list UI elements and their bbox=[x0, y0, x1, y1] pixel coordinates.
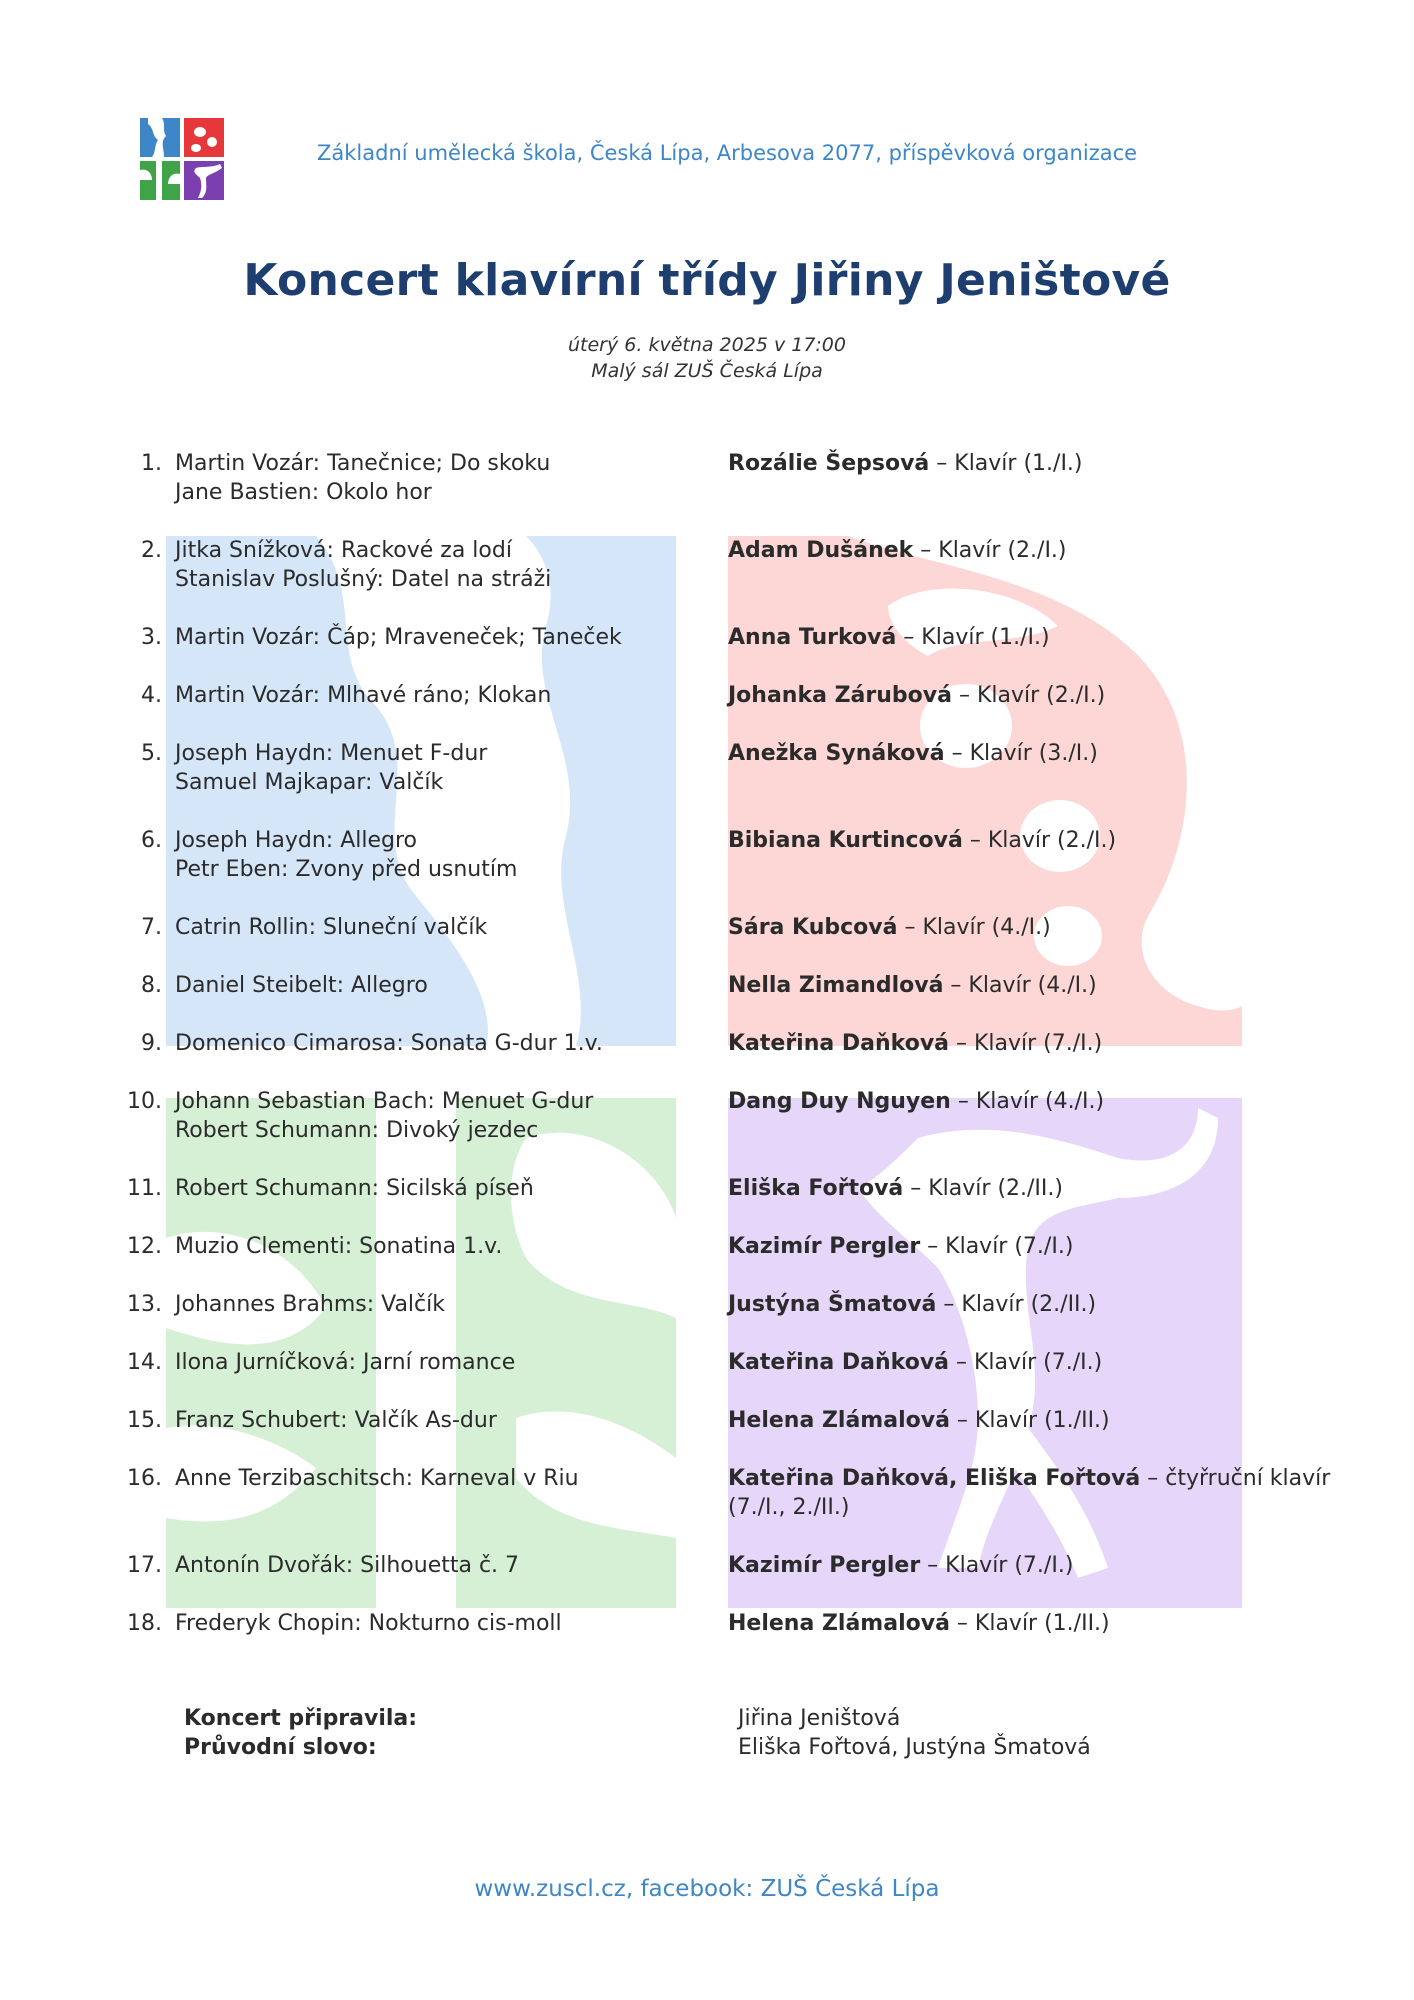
performer-name: Bibiana Kurtincová bbox=[728, 828, 963, 853]
piece-title: Jane Bastien: Okolo hor bbox=[175, 480, 432, 505]
piece-title: Martin Vozár: Tanečnice; Do skoku bbox=[175, 451, 551, 476]
performer-instrument: – Klavír (2./II.) bbox=[936, 1292, 1097, 1317]
concert-venue: Malý sál ZUŠ Česká Lípa bbox=[591, 360, 823, 382]
program-item-performer bbox=[728, 449, 1328, 478]
program-item-performer bbox=[728, 1406, 1328, 1435]
performer-name: Justýna Šmatová bbox=[728, 1292, 937, 1317]
school-name: Základní umělecká škola, Česká Lípa, Arbesova 2077, příspěvková organizace bbox=[317, 141, 1138, 165]
program-item-number: 1. bbox=[141, 451, 162, 476]
performer-instrument: – čtyřruční klavír bbox=[1140, 1466, 1331, 1491]
performer-name: Kateřina Daňková, Eliška Fořtová bbox=[728, 1466, 1141, 1491]
program-item-pieces bbox=[175, 739, 695, 797]
program-item-pieces bbox=[175, 1232, 695, 1261]
concert-title: Koncert klavírní třídy Jiřiny Jeništové bbox=[243, 255, 1171, 306]
performer-instrument: – Klavír (7./I.) bbox=[949, 1031, 1103, 1056]
program-item-pieces bbox=[175, 1290, 695, 1319]
program-item-performer bbox=[728, 1290, 1328, 1319]
piece-title: Martin Vozár: Čáp; Mraveneček; Taneček bbox=[175, 625, 622, 650]
prepared-by-label: Koncert připravila: bbox=[184, 1706, 418, 1731]
concert-date: úterý 6. května 2025 v 17:00 bbox=[568, 334, 846, 356]
program-item-pieces bbox=[175, 913, 695, 942]
program-item-number: 7. bbox=[141, 915, 162, 940]
performer-instrument: – Klavír (1./II.) bbox=[949, 1611, 1110, 1636]
piece-title: Jitka Snížková: Rackové za lodí bbox=[175, 538, 512, 563]
credits-labels bbox=[184, 1704, 417, 1762]
performer-name: Adam Dušánek bbox=[728, 538, 914, 563]
piece-title: Martin Vozár: Mlhavé ráno; Klokan bbox=[175, 683, 552, 708]
piece-title: Joseph Haydn: Allegro bbox=[175, 828, 417, 853]
performer-name: Sára Kubcová bbox=[728, 915, 898, 940]
program-item-number: 14. bbox=[127, 1350, 162, 1375]
performer-name: Helena Zlámalová bbox=[728, 1408, 950, 1433]
piece-title: Samuel Majkapar: Valčík bbox=[175, 770, 444, 795]
piece-title: Anne Terzibaschitsch: Karneval v Riu bbox=[175, 1466, 579, 1491]
performer-name: Helena Zlámalová bbox=[728, 1611, 950, 1636]
program-item-performer bbox=[728, 739, 1328, 768]
speech-label: Průvodní slovo: bbox=[184, 1735, 377, 1760]
performer-instrument: – Klavír (1./II.) bbox=[949, 1408, 1110, 1433]
piece-title: Muzio Clementi: Sonatina 1.v. bbox=[175, 1234, 503, 1259]
program-item-number: 6. bbox=[141, 828, 162, 853]
piece-title: Daniel Steibelt: Allegro bbox=[175, 973, 428, 998]
credits-values bbox=[738, 1704, 1091, 1762]
program-item-number: 18. bbox=[127, 1611, 162, 1636]
piece-title: Robert Schumann: Sicilská píseň bbox=[175, 1176, 534, 1201]
performer-name: Anežka Synáková bbox=[728, 741, 945, 766]
performer-instrument: – Klavír (1./I.) bbox=[896, 625, 1050, 650]
performer-instrument: – Klavír (4./I.) bbox=[950, 1089, 1105, 1114]
program-item-performer bbox=[728, 1464, 1331, 1522]
program-item-number: 5. bbox=[141, 741, 162, 766]
performer-name: Eliška Fořtová bbox=[728, 1176, 904, 1201]
piece-title: Johann Sebastian Bach: Menuet G-dur bbox=[175, 1089, 594, 1114]
performer-name: Anna Turková bbox=[728, 625, 897, 650]
piece-title: Franz Schubert: Valčík As-dur bbox=[175, 1408, 497, 1433]
program-item-number: 3. bbox=[141, 625, 162, 650]
program-item-performer bbox=[728, 971, 1328, 1000]
performer-instrument: – Klavír (7./I.) bbox=[920, 1553, 1074, 1578]
program-item-pieces bbox=[175, 1406, 695, 1435]
program-item-performer bbox=[728, 1232, 1328, 1261]
program-item-number: 13. bbox=[127, 1292, 162, 1317]
program-item-pieces bbox=[175, 1551, 695, 1580]
performer-instrument: – Klavír (2./II.) bbox=[903, 1176, 1063, 1201]
performer-instrument: – Klavír (4./I.) bbox=[943, 973, 1097, 998]
program-item-number: 10. bbox=[127, 1089, 162, 1114]
performer-instrument: – Klavír (2./I.) bbox=[962, 828, 1117, 853]
prepared-by-value: Jiřina Jeništová bbox=[738, 1706, 901, 1731]
performer-instrument: – Klavír (7./I.) bbox=[920, 1234, 1074, 1259]
program-item-performer bbox=[728, 681, 1328, 710]
program-item-number: 2. bbox=[141, 538, 162, 563]
performer-instrument: – Klavír (4./I.) bbox=[897, 915, 1051, 940]
speech-value: Eliška Fořtová, Justýna Šmatová bbox=[738, 1735, 1091, 1760]
program-item-pieces bbox=[175, 1464, 695, 1493]
performer-name: Johanka Zárubová bbox=[728, 683, 952, 708]
piece-title: Domenico Cimarosa: Sonata G-dur 1.v. bbox=[175, 1031, 603, 1056]
program-item-performer bbox=[728, 913, 1328, 942]
performer-instrument: – Klavír (2./I.) bbox=[951, 683, 1106, 708]
program-item-performer bbox=[728, 536, 1328, 565]
program-item-pieces bbox=[175, 536, 695, 594]
program-item-pieces bbox=[175, 1609, 695, 1638]
piece-title: Catrin Rollin: Sluneční valčík bbox=[175, 915, 488, 940]
program-item-number: 9. bbox=[141, 1031, 162, 1056]
performer-instrument: – Klavír (3./I.) bbox=[944, 741, 1098, 766]
program-item-performer bbox=[728, 1348, 1328, 1377]
program-item-pieces bbox=[175, 681, 695, 710]
program-item-pieces bbox=[175, 1174, 695, 1203]
piece-title: Robert Schumann: Divoký jezdec bbox=[175, 1118, 539, 1143]
program-item-performer bbox=[728, 1087, 1328, 1116]
program-item-pieces bbox=[175, 971, 695, 1000]
performer-name: Nella Zimandlová bbox=[728, 973, 944, 998]
performer-name: Rozálie Šepsová bbox=[728, 451, 930, 476]
performer-instrument-cont: (7./I., 2./II.) bbox=[728, 1495, 850, 1520]
performer-instrument: – Klavír (7./I.) bbox=[949, 1350, 1103, 1375]
program-item-number: 4. bbox=[141, 683, 162, 708]
performer-instrument: – Klavír (2./I.) bbox=[913, 538, 1067, 563]
program-item-performer bbox=[728, 623, 1328, 652]
program-item-number: 15. bbox=[127, 1408, 162, 1433]
program-item-performer bbox=[728, 1609, 1328, 1638]
piece-title: Johannes Brahms: Valčík bbox=[175, 1292, 445, 1317]
piece-title: Frederyk Chopin: Nokturno cis-moll bbox=[175, 1611, 562, 1636]
program-item-pieces bbox=[175, 1029, 695, 1058]
piece-title: Ilona Jurníčková: Jarní romance bbox=[175, 1350, 516, 1375]
program-item-number: 16. bbox=[127, 1466, 162, 1491]
footer-links: www.zuscl.cz, facebook: ZUŠ Česká Lípa bbox=[474, 1876, 940, 1902]
performer-name: Kazimír Pergler bbox=[728, 1553, 921, 1578]
piece-title: Joseph Haydn: Menuet F-dur bbox=[175, 741, 488, 766]
performer-instrument: – Klavír (1./I.) bbox=[929, 451, 1083, 476]
performer-name: Kazimír Pergler bbox=[728, 1234, 921, 1259]
performer-name: Kateřina Daňková bbox=[728, 1031, 949, 1056]
program-item-pieces bbox=[175, 1087, 695, 1145]
program-item-pieces bbox=[175, 449, 695, 507]
program-item-number: 17. bbox=[127, 1553, 162, 1578]
program-item-performer bbox=[728, 1551, 1328, 1580]
program-item-performer bbox=[728, 1174, 1328, 1203]
program-item-number: 11. bbox=[127, 1176, 162, 1201]
program-item-performer bbox=[728, 1029, 1328, 1058]
performer-name: Dang Duy Nguyen bbox=[728, 1089, 951, 1114]
program-item-number: 12. bbox=[127, 1234, 162, 1259]
piece-title: Antonín Dvořák: Silhouetta č. 7 bbox=[175, 1553, 520, 1578]
piece-title: Petr Eben: Zvony před usnutím bbox=[175, 857, 518, 882]
performer-name: Kateřina Daňková bbox=[728, 1350, 949, 1375]
program-item-pieces bbox=[175, 1348, 695, 1377]
program-item-pieces bbox=[175, 826, 695, 884]
program-item-number: 8. bbox=[141, 973, 162, 998]
program-item-performer bbox=[728, 826, 1328, 855]
piece-title: Stanislav Poslušný: Datel na stráži bbox=[175, 567, 552, 592]
program-item-pieces bbox=[175, 623, 695, 652]
